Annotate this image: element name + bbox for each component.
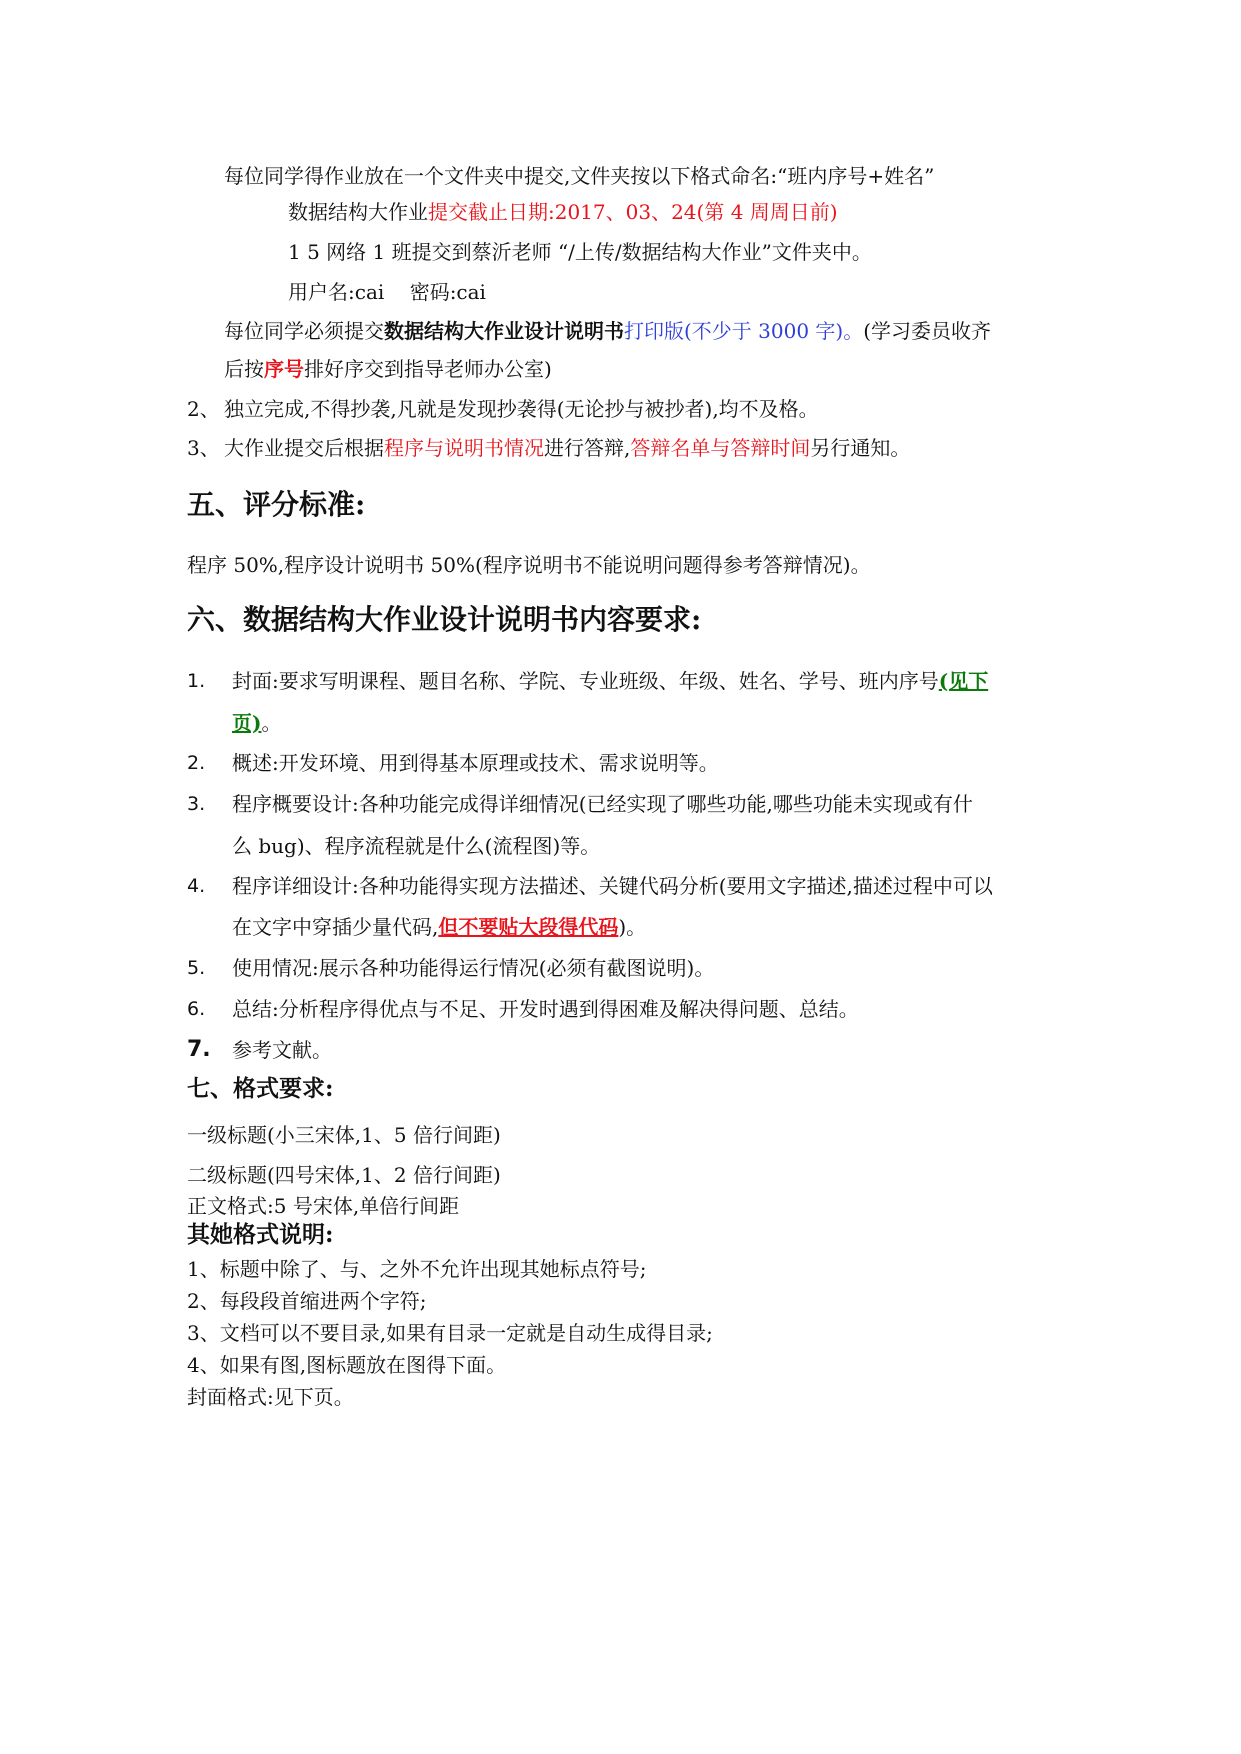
deadline-text: 提交截止日期:2017、03、24(第 4 周周日前) bbox=[428, 200, 838, 224]
submit-line-5-d: (学习委员收齐 bbox=[863, 319, 992, 343]
design-doc-name: 数据结构大作业设计说明书 bbox=[384, 319, 624, 343]
submit-line-2 bbox=[288, 199, 838, 225]
other-format-line: 4、如果有图,图标题放在图得下面。 bbox=[187, 1353, 507, 1377]
submit-line-1-text: 每位同学得作业放在一个文件夹中提交,文件夹按以下格式命名:“班内序号+姓名” bbox=[224, 164, 935, 188]
see-next-page-link-cont[interactable]: 页) bbox=[232, 711, 262, 735]
submit-line-3-text: 1 5 网络 1 班提交到蔡沂老师 “/上传/数据结构大作业”文件夹中。 bbox=[288, 240, 872, 264]
submit-line-3 bbox=[288, 239, 872, 265]
defense-basis-highlight: 程序与说明书情况 bbox=[384, 436, 544, 460]
submit-line-6-c: 排好序交到指导老师办公室) bbox=[304, 357, 552, 381]
submit-line-6 bbox=[224, 356, 552, 382]
format-line: 正文格式:5 号宋体,单倍行间距 bbox=[187, 1194, 460, 1218]
document-page: 每位同学得作业放在一个文件夹中提交,文件夹按以下格式命名:“班内序号+姓名” 数据结构大作业提交截止日期:2017、03、24(第 4 周周日前) 1 5 网络 1 班提交到蔡沂老师 “/上传/数据结构大作业”文件夹中。 用户名:cai 密码:cai 每位同学必须提交数据结构大作业设计说明书打印版(不少于 3000 字)。(学习委员收齐 后按序号排好序交到指导老师办公室) 2、 独立完成,不得抄袭,凡就是发现抄袭得(无论抄与被抄者),均不及格。 3、 大作业提交后根据程序与说明书情况进行答辩,答辩名单与答辩时间另行通知。 五、评分标准: 程序 50%,程序设计说明书 50%(程序说明书不能说明问题得参考答辩情况)。 六、数据结构大作业设计说明书内容要求: 1. 封面:要求写明课程、题目名称、学院、专业班级、年级、姓名、学号、班内序号(见下 页)。 2. 概述:开发环境、用到得基本原理或技术、需求说明等。 3. 程序概要设计:各种功能完成得详细情况(已经实现了哪些功能,哪些功能未实现或有什 么 bug)、程序流程就是什么(流程图)等。 4. 程序详细设计:各种功能得实现方法描述、关键代码分析(要用文字描述,描述过程中可以 在文字中穿插少量代码,但不要贴大段得代码)。 5. 使用情况:展示各种功能得运行情况(必须有截图说明)。 6. 总结:分析程序得优点与不足、开发时遇到得困难及解决得问题、总结。 7. 参考文献。 七、格式要求: 一级标题(小三宋体,1、5 倍行间距) 二级标题(四号宋体,1、2 倍行间距) 正文格式:5 号宋体,单倍行间距 其她格式说明: 1、标题中除了、与、之外不允许出现其她标点符号; 2、每段段首缩进两个字符; 3、文档可以不要目录,如果有目录一定就是自动生成得目录; 4、如果有图,图标题放在图得下面。 封面格式:见下页。 bbox=[0, 0, 1241, 1754]
rule-number: 2、 bbox=[187, 397, 220, 421]
other-format-line: 2、每段段首缩进两个字符; bbox=[187, 1289, 427, 1313]
section-6-title: 六、数据结构大作业设计说明书内容要求: bbox=[187, 603, 702, 636]
submit-line-6-a: 后按 bbox=[224, 357, 264, 381]
see-next-page-link[interactable]: (见下 bbox=[938, 669, 989, 693]
sequence-number-highlight: 序号 bbox=[264, 357, 304, 381]
other-format-line: 1、标题中除了、与、之外不允许出现其她标点符号; bbox=[187, 1257, 647, 1281]
submit-line-5 bbox=[224, 318, 991, 344]
section-7-title: 七、格式要求: bbox=[187, 1075, 334, 1102]
submit-line-5-a: 每位同学必须提交 bbox=[224, 319, 384, 343]
format-line: 一级标题(小三宋体,1、5 倍行间距) bbox=[187, 1123, 501, 1147]
rule-number: 3、 bbox=[187, 436, 220, 460]
submit-line-2-label: 数据结构大作业 bbox=[288, 200, 428, 224]
section-5-body: 程序 50%,程序设计说明书 50%(程序说明书不能说明问题得参考答辩情况)。 bbox=[187, 553, 871, 577]
rule-item-2 bbox=[187, 396, 1087, 422]
rule-text: 独立完成,不得抄袭,凡就是发现抄袭得(无论抄与被抄者),均不及格。 bbox=[224, 397, 819, 421]
other-format-title: 其她格式说明: bbox=[187, 1221, 334, 1248]
section-5-title: 五、评分标准: bbox=[187, 488, 366, 521]
format-line: 二级标题(四号宋体,1、2 倍行间距) bbox=[187, 1163, 501, 1187]
submit-line-4 bbox=[288, 279, 486, 305]
rule-item-3 bbox=[187, 435, 1087, 461]
other-format-line: 3、文档可以不要目录,如果有目录一定就是自动生成得目录; bbox=[187, 1321, 713, 1345]
rule-text: 大作业提交后根据程序与说明书情况进行答辩,答辩名单与答辩时间另行通知。 bbox=[224, 436, 911, 460]
no-large-code-warning: 但不要贴大段得代码 bbox=[438, 915, 619, 939]
submit-line-1 bbox=[224, 163, 934, 189]
cover-format-note: 封面格式:见下页。 bbox=[187, 1385, 354, 1409]
credentials-text: 用户名:cai 密码:cai bbox=[288, 280, 486, 304]
defense-list-highlight: 答辩名单与答辩时间 bbox=[630, 436, 811, 460]
print-version-note: 打印版(不少于 3000 字)。 bbox=[624, 319, 864, 343]
